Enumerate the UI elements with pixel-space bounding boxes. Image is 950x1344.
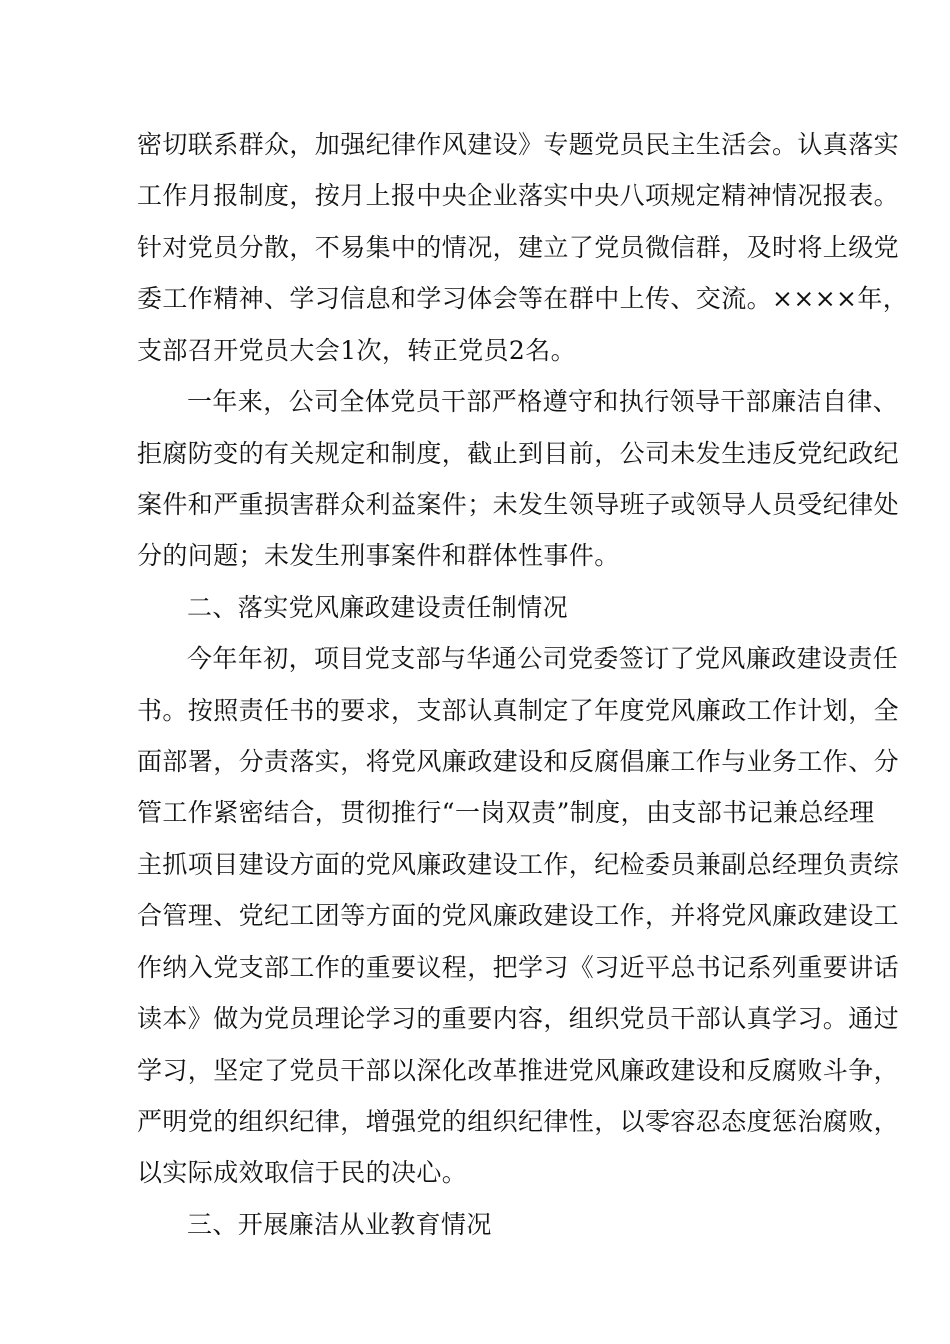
paragraph-line: 拒腐防变的有关规定和制度，截止到目前，公司未发生违反党纪政纪 (137, 439, 900, 468)
paragraph-line: 委工作精神、学习信息和学习体会等在群中上传、交流。××××年， (137, 284, 909, 313)
paragraph-line: 合管理、党纪工团等方面的党风廉政建设工作，并将党风廉政建设工 (137, 901, 900, 930)
paragraph-line: 读本》做为党员理论学习的重要内容，组织党员干部认真学习。通过 (137, 1004, 900, 1033)
paragraph-line: 作纳入党支部工作的重要议程，把学习《习近平总书记系列重要讲话 (137, 953, 900, 982)
paragraph-line: 以实际成效取信于民的决心。 (137, 1158, 468, 1187)
paragraph-line: 主抓项目建设方面的党风廉政建设工作，纪检委员兼副总经理负责综 (137, 850, 900, 879)
paragraph-line: 严明党的组织纪律，增强党的组织纪律性，以零容忍态度惩治腐败， (137, 1107, 900, 1136)
paragraph-line: 书。按照责任书的要求，支部认真制定了年度党风廉政工作计划，全 (137, 696, 900, 725)
paragraph-line: 学习，坚定了党员干部以深化改革推进党风廉政建设和反腐败斗争， (137, 1056, 900, 1085)
section-heading: 三、开展廉洁从业教育情况 (187, 1210, 492, 1239)
paragraph-line: 一年来，公司全体党员干部严格遵守和执行领导干部廉洁自律、 (187, 387, 899, 416)
section-heading: 二、落实党风廉政建设责任制情况 (187, 593, 569, 622)
paragraph-line: 支部召开党员大会1次，转正党员2名。 (137, 336, 577, 365)
paragraph-line: 密切联系群众，加强纪律作风建设》专题党员民主生活会。认真落实 (137, 130, 900, 159)
paragraph-line: 管工作紧密结合，贯彻推行“一岗双责”制度，由支部书记兼总经理 (137, 798, 875, 827)
paragraph-line: 针对党员分散，不易集中的情况，建立了党员微信群，及时将上级党 (137, 233, 900, 262)
paragraph-line: 今年年初，项目党支部与华通公司党委签订了党风廉政建设责任 (187, 644, 899, 673)
paragraph-line: 工作月报制度，按月上报中央企业落实中央八项规定精神情况报表。 (137, 181, 900, 210)
paragraph-line: 案件和严重损害群众利益案件；未发生领导班子或领导人员受纪律处 (137, 490, 900, 519)
paragraph-line: 分的问题；未发生刑事案件和群体性事件。 (137, 541, 620, 570)
paragraph-line: 面部署，分责落实，将党风廉政建设和反腐倡廉工作与业务工作、分 (137, 747, 900, 776)
